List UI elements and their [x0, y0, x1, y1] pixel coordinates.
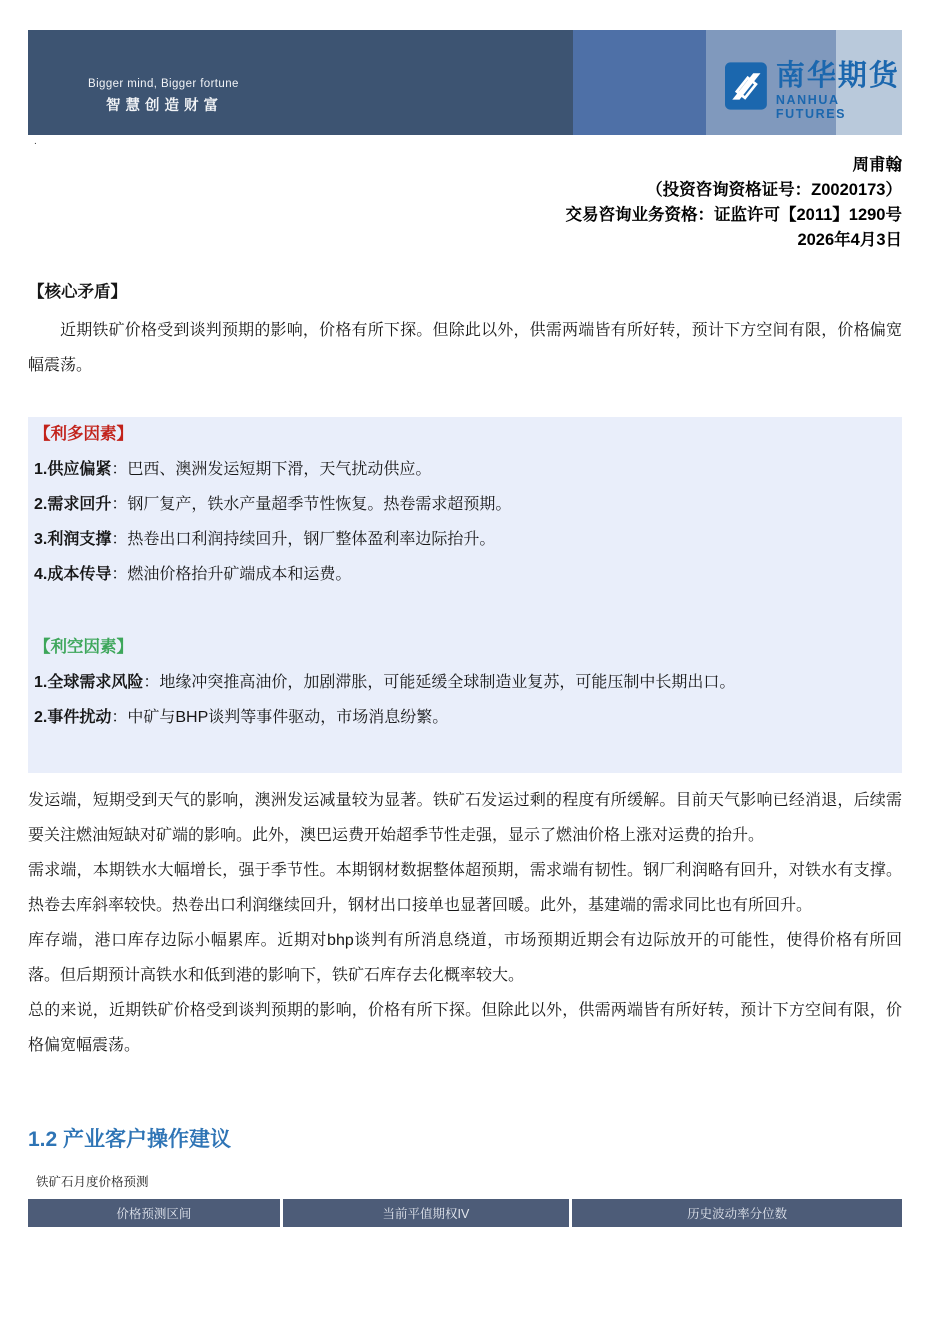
bullish-item: [34, 557, 894, 592]
bearish-item-text: ：地缘冲突推高油价，加剧滞胀，可能延缓全球制造业复苏，可能压制中长期出口。: [143, 674, 736, 691]
core-section-body: 近期铁矿价格受到谈判预期的影响，价格有所下探。但除此以外，供需两端皆有所好转，预计下方空间有限，价格偏宽幅震荡。: [28, 322, 902, 374]
core-section-title: 【核心矛盾】: [28, 283, 127, 301]
author-biz-line: 交易咨询业务资格：证监许可【2011】1290号: [565, 206, 902, 224]
bullish-item-label: 4.成本传导: [34, 566, 112, 583]
bearish-item: [34, 700, 894, 735]
bullish-item-label: 1.供应偏紧: [34, 461, 112, 478]
analysis-paragraph: 库存端，港口库存边际小幅累库。近期对bhp谈判有所消息绕道，市场预期近期会有边际放开的可能性，使得价格有所回落。但后期预计高铁水和低到港的影响下，铁矿石库存去化概率较大。: [28, 932, 902, 984]
nanhua-logo: [725, 60, 902, 121]
bearish-title: 【利空因素】: [34, 638, 133, 656]
bullish-item: [34, 487, 894, 522]
bullish-item: [34, 522, 894, 557]
price-forecast-table-header: [28, 1199, 902, 1227]
bearish-item-label: 2.事件扰动: [34, 709, 112, 726]
bullish-item-text: ：燃油价格抬升矿端成本和运费。: [111, 566, 352, 583]
report-page: [0, 30, 930, 1227]
bearish-item-label: 1.全球需求风险: [34, 674, 144, 691]
banner-slogans: [88, 78, 239, 115]
stray-dot: .: [34, 136, 37, 147]
report-date: 2026年4月3日: [797, 231, 902, 249]
bullish-item-text: ：巴西、澳洲发运短期下滑，天气扰动供应。: [111, 461, 432, 478]
bullish-item-text: ：热卷出口利润持续回升，钢厂整体盈利率边际抬升。: [111, 531, 496, 548]
factor-box: [28, 417, 902, 773]
banner-dark-block: [28, 30, 573, 135]
logo-name-zh: 南华期货: [775, 60, 900, 92]
analysis-paragraph: 发运端，短期受到天气的影响，澳洲发运减量较为显著。铁矿石发运过剩的程度有所缓解。目前天气影响已经消退，后续需要关注燃油短缺对矿端的影响。此外，澳巴运费开始超季节性走强，显示了燃油价格上涨对运费的抬升。: [28, 792, 902, 844]
section-heading: 1.2 产业客户操作建议: [28, 1128, 232, 1151]
bullish-title: 【利多因素】: [34, 425, 133, 443]
banner-stripe-mid: [573, 30, 707, 135]
table-header-cell: 历史波动率分位数: [572, 1199, 902, 1227]
table-header-cell: 当前平值期权IV: [283, 1199, 569, 1227]
slogan-en: Bigger mind, Bigger fortune: [88, 78, 239, 90]
analysis-paragraph: 需求端，本期铁水大幅增长，强于季节性。本期钢材数据整体超预期，需求端有韧性。钢厂利润略有回升，对铁水有支撑。热卷去库斜率较快。热卷出口利润继续回升，钢材出口接单也显著回暖。此外，基建端的需求同比也有所回升。: [28, 862, 902, 914]
bearish-item: [34, 665, 894, 700]
bullish-item-label: 2.需求回升: [34, 496, 112, 513]
analysis-paragraph: 总的来说，近期铁矿价格受到谈判预期的影响，价格有所下探。但除此以外，供需两端皆有所好转，预计下方空间有限，价格偏宽幅震荡。: [28, 1002, 902, 1054]
author-cert-line: （投资咨询资格证号：Z0020173）: [646, 181, 902, 199]
table-caption: 铁矿石月度价格预测: [36, 1175, 149, 1189]
table-header-cell: 价格预测区间: [28, 1199, 280, 1227]
bullish-item: [34, 452, 894, 487]
author-name: 周甫翰: [852, 156, 902, 174]
slogan-zh: 智慧创造财富: [106, 98, 223, 114]
author-block: [28, 153, 902, 253]
analysis-block: [28, 783, 902, 1063]
nanhua-logo-icon: [725, 60, 767, 112]
bullish-item-label: 3.利润支撑: [34, 531, 112, 548]
bullish-item-text: ：钢厂复产，铁水产量超季节性恢复。热卷需求超预期。: [111, 496, 512, 513]
logo-name-en: NANHUA FUTURES: [775, 93, 847, 121]
bearish-item-text: ：中矿与BHP谈判等事件驱动，市场消息纷繁。: [111, 709, 449, 726]
brand-banner: [28, 30, 902, 135]
logo-text: [776, 60, 902, 121]
